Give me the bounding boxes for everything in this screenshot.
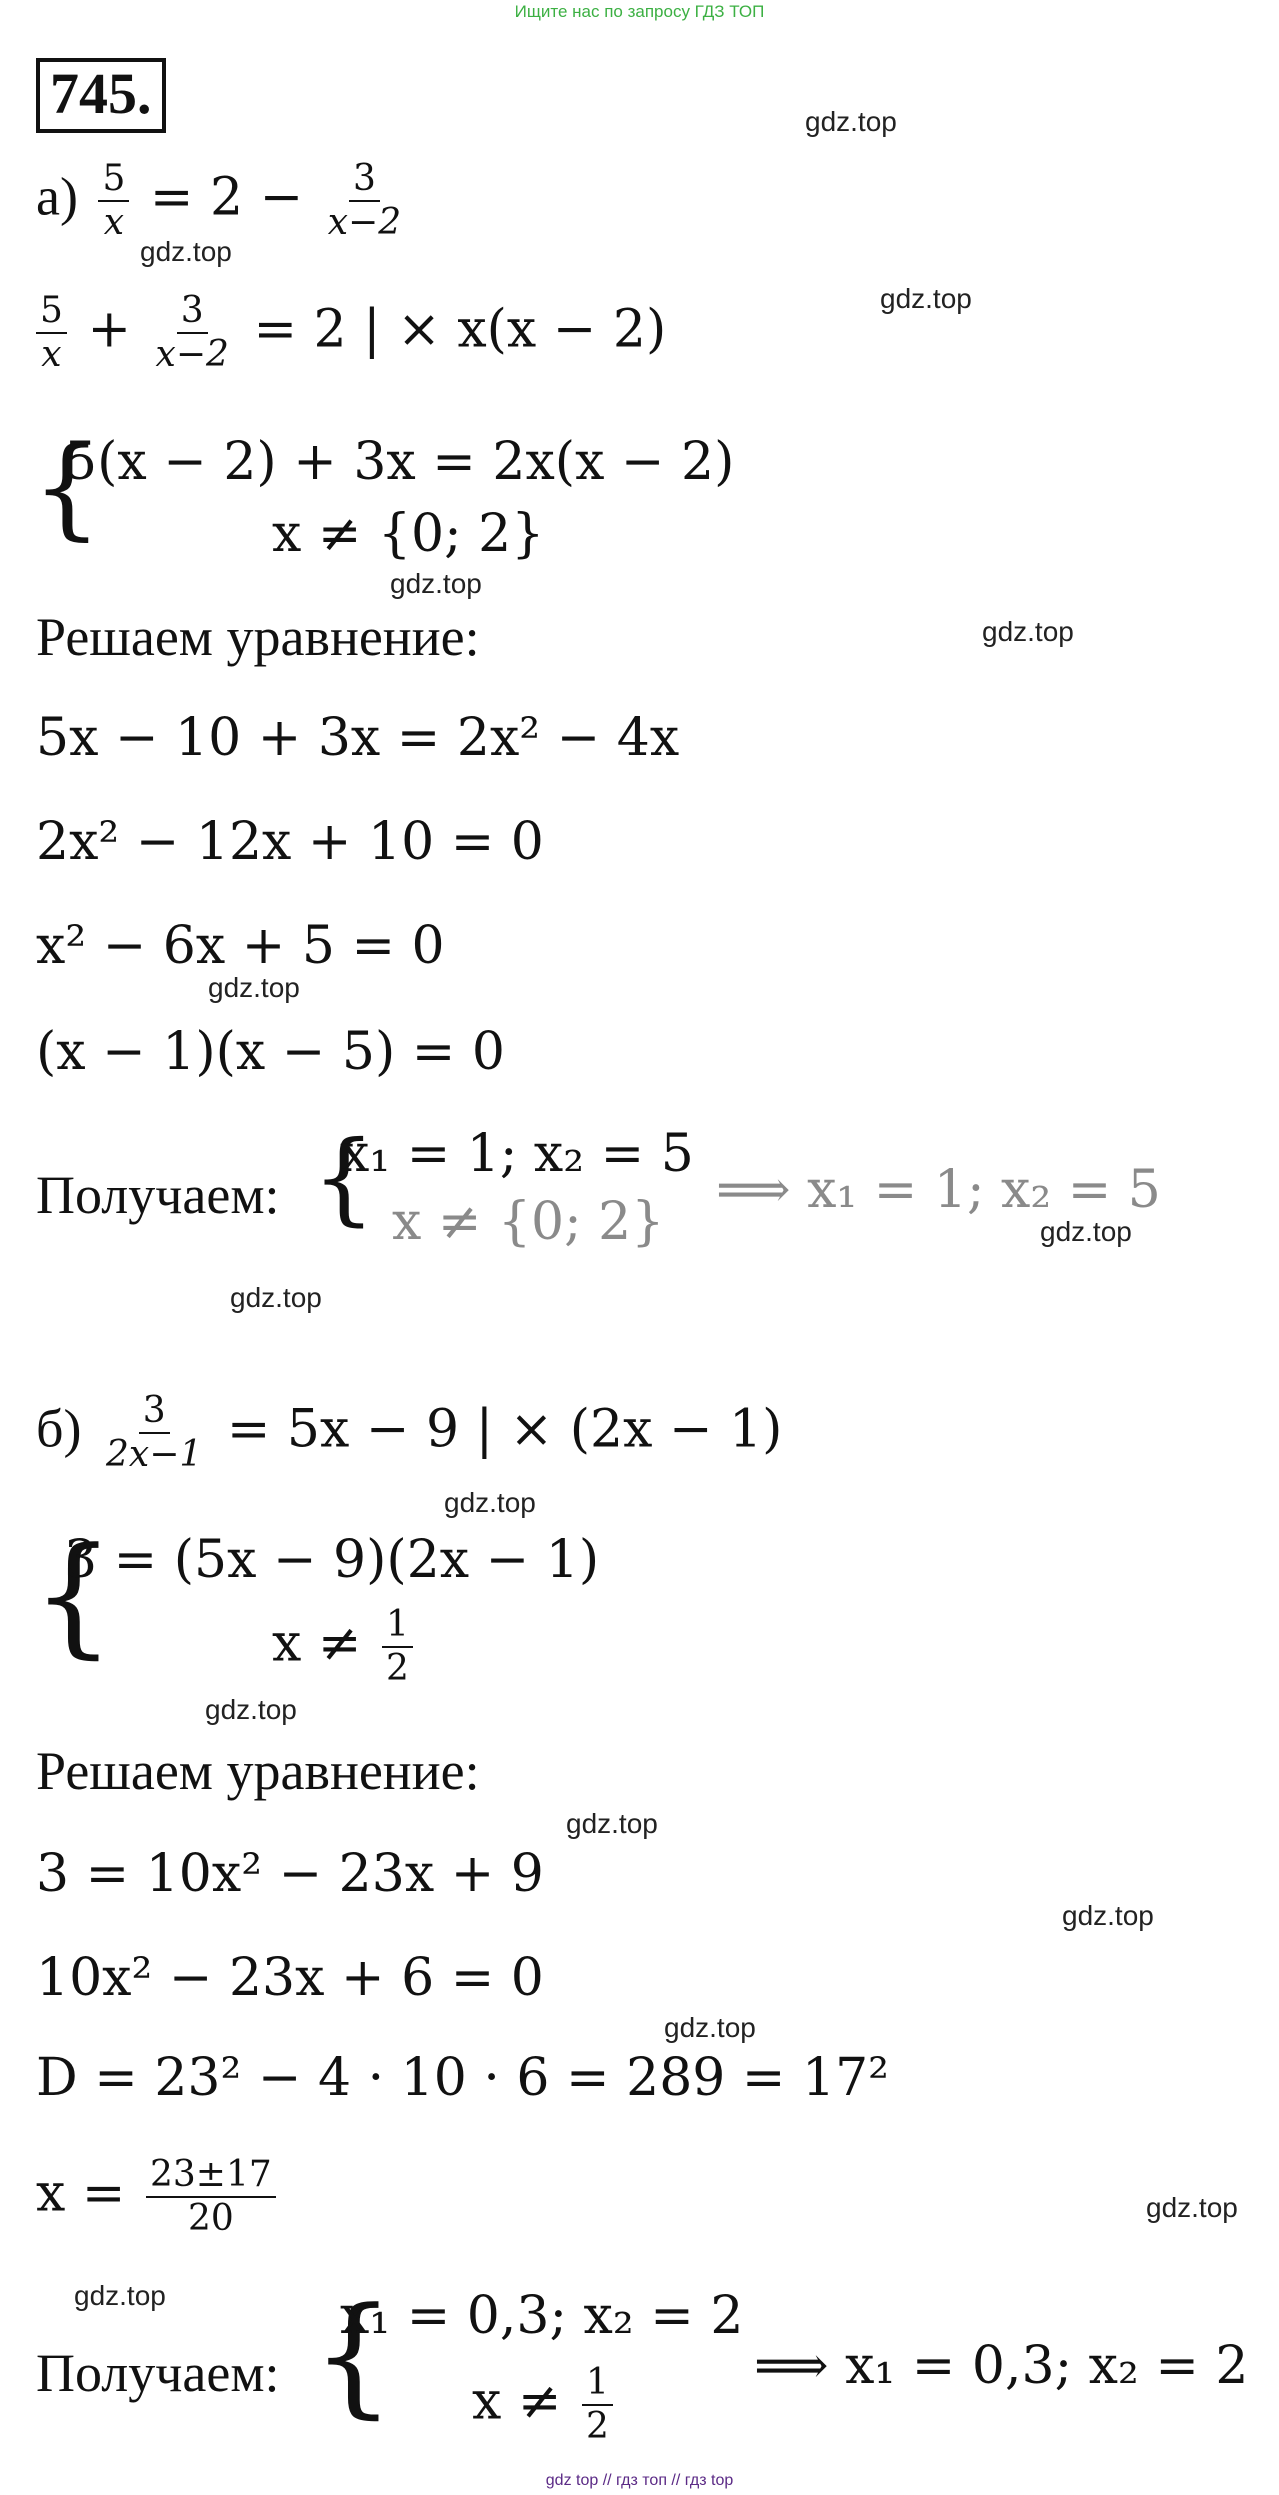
part-a-solve-label: Решаем уравнение: xyxy=(36,607,480,667)
system-brace: { xyxy=(312,2279,395,2431)
top-banner: Ищите нас по запросу ГДЗ ТОП xyxy=(514,2,765,21)
part-b-result-system1: x₁ = 0,3; x₂ = 2 xyxy=(340,2286,744,2346)
watermark: gdz.top xyxy=(805,106,897,137)
watermark: gdz.top xyxy=(880,283,972,314)
watermark: gdz.top xyxy=(1146,2192,1238,2223)
part-a-step4: (x − 1)(x − 5) = 0 xyxy=(36,1022,505,1082)
watermark: gdz.top xyxy=(982,616,1074,647)
part-a-system-line2: x ≠ {0; 2} xyxy=(272,504,545,564)
part-b-system-line2: x ≠ $\frac{1}{2}$ xyxy=(272,1606,417,1688)
watermark: gdz.top xyxy=(1062,1900,1154,1931)
fraction: $\frac{5}{x}$ xyxy=(98,160,129,242)
part-b-result-system2: x ≠ $\frac{1}{2}$ xyxy=(472,2364,617,2446)
watermark: gdz.top xyxy=(390,568,482,599)
part-b-result-final: ⟹ x₁ = 0,3; x₂ = 2 xyxy=(754,2336,1249,2396)
part-a-step3: x² − 6x + 5 = 0 xyxy=(36,916,445,976)
bottom-banner: gdz top // гдз топ // гдз top xyxy=(545,2472,734,2489)
part-b-equation: б) $\frac{3}{2x-1}$ = 5x − 9 | × (2x − 1) xyxy=(36,1390,783,1475)
part-b-step2: 10x² − 23x + 6 = 0 xyxy=(36,1948,544,2008)
fraction: $\frac{3}{x-2}$ xyxy=(155,290,229,375)
part-b-step4: x = $\frac{23\pm 17}{20}$ xyxy=(36,2156,280,2238)
part-b-step3: D = 23² − 4 · 10 · 6 = 289 = 17² xyxy=(36,2048,889,2108)
part-a-label: а) xyxy=(36,166,78,227)
watermark: gdz.top xyxy=(230,1282,322,1313)
watermark: gdz.top xyxy=(444,1487,536,1518)
watermark: gdz.top xyxy=(208,972,300,1003)
fraction: $\frac{3}{2x-1}$ xyxy=(106,1390,203,1475)
part-a-equation: а) $\frac{5}{x}$ = 2 − $\frac{3}{x-2}$ xyxy=(36,160,409,242)
part-a-result-final: ⟹ x₁ = 1; x₂ = 5 xyxy=(716,1160,1161,1220)
fraction: $\frac{5}{x}$ xyxy=(36,292,67,374)
part-a-system-line1: 5(x − 2) + 3x = 2x(x − 2) xyxy=(64,432,735,492)
part-a-result-system2: x ≠ {0; 2} xyxy=(392,1192,665,1252)
part-a-result-label: Получаем: xyxy=(36,1165,280,1225)
part-b-step1: 3 = 10x² − 23x + 9 xyxy=(36,1844,544,1904)
part-b-solve-label: Решаем уравнение: xyxy=(36,1741,480,1801)
system-brace: { xyxy=(312,1119,376,1236)
part-a-step1: 5x − 10 + 3x = 2x² − 4x xyxy=(36,708,680,768)
system-brace: { xyxy=(32,423,102,551)
part-a-line2: $\frac{5}{x}$ + $\frac{3}{x-2}$ = 2 | × x(x − 2) xyxy=(32,292,666,374)
watermark: gdz.top xyxy=(205,1694,297,1725)
watermark: gdz.top xyxy=(74,2280,166,2311)
watermark: gdz.top xyxy=(140,236,232,267)
system-brace: { xyxy=(32,1519,115,1671)
part-a-step2: 2x² − 12x + 10 = 0 xyxy=(36,812,544,872)
part-b-system-line1: 3 = (5x − 9)(2x − 1) xyxy=(64,1530,600,1590)
fraction: $\frac{3}{x-2}$ xyxy=(327,158,402,243)
task-number: 745. xyxy=(36,58,166,133)
fraction: $\frac{23\pm 17}{20}$ xyxy=(146,2156,276,2238)
part-b-label: б) xyxy=(36,1398,82,1459)
watermark: gdz.top xyxy=(566,1808,658,1839)
fraction: $\frac{1}{2}$ xyxy=(582,2364,613,2446)
watermark: gdz.top xyxy=(1040,1216,1132,1247)
fraction: $\frac{1}{2}$ xyxy=(382,1606,413,1688)
part-a-result-system1: x₁ = 1; x₂ = 5 xyxy=(340,1124,694,1184)
watermark: gdz.top xyxy=(664,2012,756,2043)
part-b-result-label: Получаем: xyxy=(36,2343,280,2403)
